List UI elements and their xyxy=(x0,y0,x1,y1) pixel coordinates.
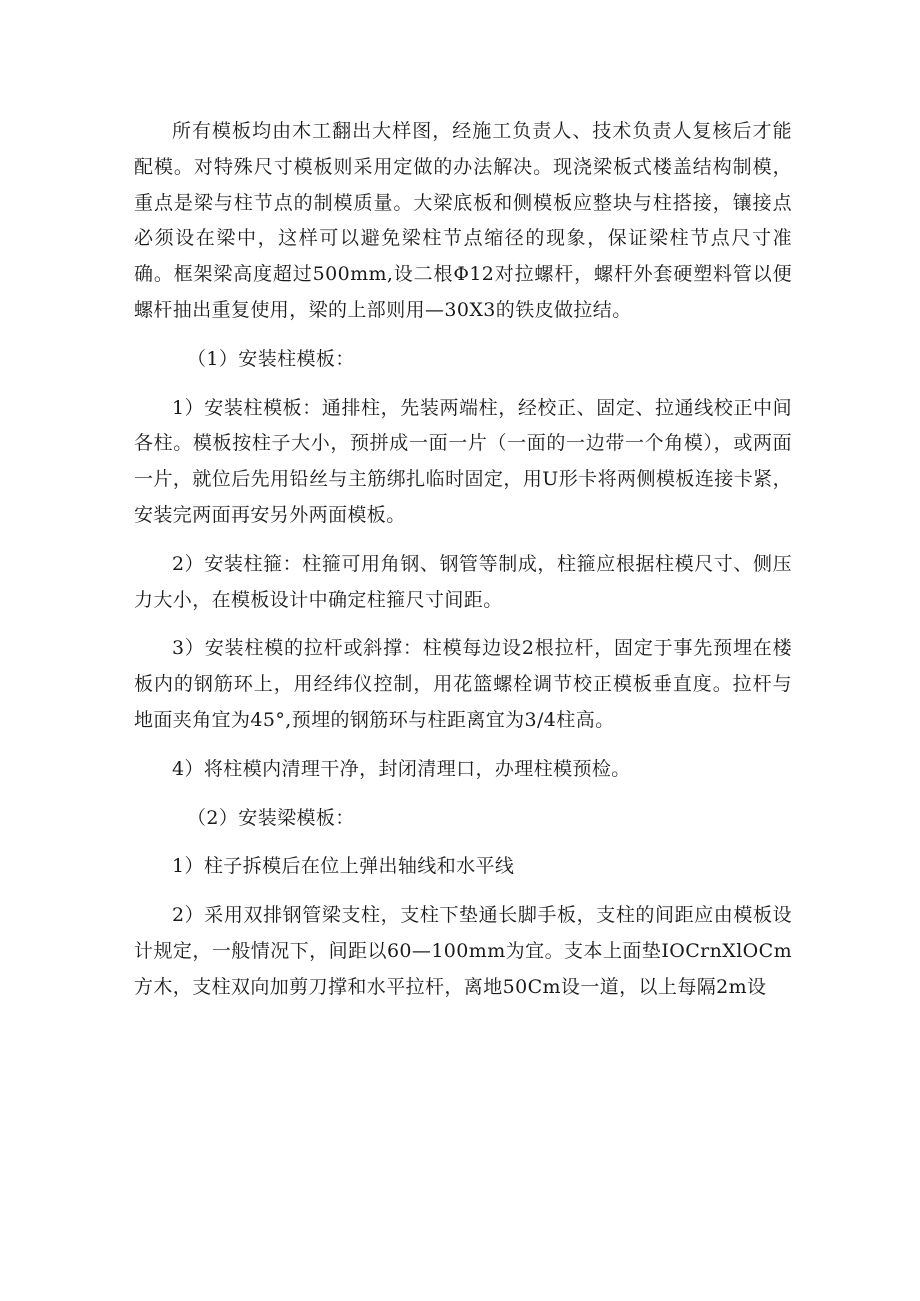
paragraph-install-tie-rods: 3）安装柱模的拉杆或斜撑：柱模每边设2根拉杆，固定于事先预埋在楼板内的钢筋环上，用经纬仪控制，用花篮螺栓调节校正模板垂直度。拉杆与地面夹角宜为45°,预埋的钢筋环与柱距离宜为3/4柱高。 xyxy=(134,637,792,731)
document-body xyxy=(134,114,792,1006)
paragraph-beam-supports: 2）采用双排钢管梁支柱，支柱下垫通长脚手板，支柱的间距应由模板设计规定，一般情况下，间距以60—100mm为宜。支本上面垫IOCrnXlOCm方木，支柱双向加剪刀撑和水平拉杆，离地50Cm设一道，以上每隔2m设 xyxy=(134,904,792,998)
section-heading-beam-formwork: （2）安装梁模板： xyxy=(187,806,355,829)
paragraph-intro: 所有模板均由木工翻出大样图，经施工负责人、技术负责人复核后才能配模。对特殊尺寸模板则采用定做的办法解决。现浇梁板式楼盖结构制模，重点是梁与柱节点的制模质量。大梁底板和侧模板应整块与柱搭接，镶接点必须设在梁中，这样可以避免梁柱节点缩径的现象，保证梁柱节点尺寸准确。框架梁高度超过500mm,设二根Φ12对拉螺杆，螺杆外套硬塑料管以便螺杆抽出重复使用，梁的上部则用—30X3的铁皮做拉结。 xyxy=(134,120,792,321)
paragraph-install-column-hoops: 2）安装柱箍：柱箍可用角钢、钢管等制成，柱箍应根据柱模尺寸、侧压力大小，在模板设计中确定柱箍尺寸间距。 xyxy=(134,552,792,611)
paragraph-axis-lines: 1）柱子拆模后在位上弹出轴线和水平线 xyxy=(172,855,515,878)
section-heading-column-formwork: （1）安装柱模板： xyxy=(187,347,355,370)
paragraph-clean-column-formwork: 4）将柱模内清理干净，封闭清理口，办理柱模预检。 xyxy=(172,757,631,780)
paragraph-install-column-formwork: 1）安装柱模板：通排柱，先装两端柱，经校正、固定、拉通线校正中间各柱。模板按柱子大小，预拼成一面一片（一面的一边带一个角模），或两面一片，就位后先用铅丝与主筋绑扎临时固定，用U形卡将两侧模板连接卡紧，安装完两面再安另外两面模板。 xyxy=(134,396,792,526)
